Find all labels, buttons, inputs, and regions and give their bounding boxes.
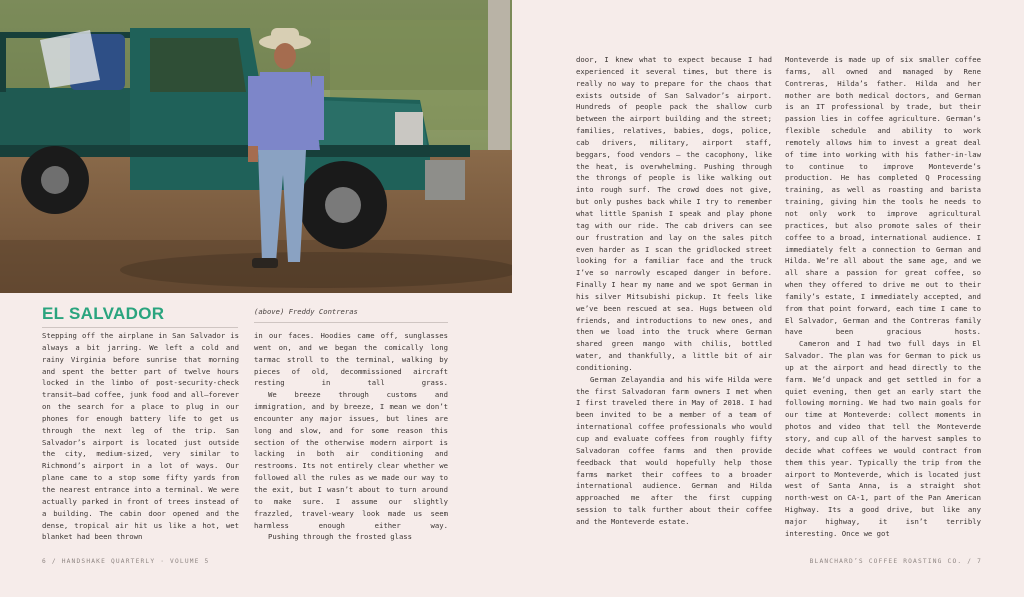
paragraph: We breeze through customs and immigration, and by breeze, I mean we don’t encounter any major issues, but lines are long and slow, and for some reason this section of the otherwise modern airport is lacking in both air conditioning and restrooms. Its not entirely clear whether we followed all the rules as we made our way to the exit, but I wasn’t about to turn around to make sure. I assume our slightly frazzled, travel-weary look made us seem harmless enough either way. [254, 390, 448, 530]
caption-divider [254, 322, 448, 323]
section-title: EL SALVADOR [42, 304, 165, 323]
photo-caption: (above) Freddy Contreras [254, 307, 358, 316]
cover-photo-farmer-with-truck [0, 0, 512, 293]
paragraph: door, I knew what to expect because I had experienced it several times, but there is really no way to prepare for the chaos that exists outside of San Salvador’s airport. Hundreds of people pack the shallow curb between the airport building and the street; families, relatives, babies, dogs, police, cab drivers, military, airport staff, beggars, food vendors — the cacophony, like the heat, is overwhelming. Pushing through the throngs of people is like walking out into rough surf. The crowd does not give, but only pushes back while I try to remember what little Spanish I speak and play phone tag with our ride. The cab drivers can see our frustration and lay on the sales pitch even harder as I scan the gridlocked street looking for a familiar face and the truck I’ve so narrowly escaped danger in before. Finally I hear my name and we spot German in his silver Mitsubishi pickup. It feels like we’ve been rescued at sea. Hugs between old friends, and introductions to new ones, and then we load into the truck where German shared green mango with chilis, bottled water, and thankfully, a little bit of air conditioning. [576, 55, 772, 372]
title-divider [42, 327, 238, 328]
paragraph: Cameron and I had two full days in El Salvador. The plan was for German to pick us up at the airport and head directly to the farm. We’d unpack and get settled in for a quiet evening, then get an early start the following morning. We had two main goals for our time at Monteverde: collect moments in photos and video that tell the Monteverde story, and cup all of the harvest samples to decide what coffees we would contract from them this year. Typically the trip from the airport to Monteverde, which is located just west of Santa Anna, is a straight shot north-west on CA-1, part of the Pan American Highway. Its a good drive, but like any major highway, it isn’t terribly interesting. Once we got [785, 339, 981, 538]
paragraph: Pushing through the frosted glass [268, 532, 413, 542]
article-column-1 [42, 330, 239, 543]
article-column-2 [254, 330, 448, 543]
right-page-folio: BLANCHARD’S COFFEE ROASTING CO. / 7 [809, 558, 982, 565]
left-page-folio: 6 / HANDSHAKE QUARTERLY · VOLUME 5 [42, 558, 210, 565]
paragraph: Monteverde is made up of six smaller coffee farms, all owned and managed by Rene Contreras, Hilda’s father. Hilda and her mother are both medical doctors, and German is an IT professional by trade, but their passion lies in coffee agriculture. German’s flexible schedule and ability to work remotely allows him to invest a great deal of time into working with his father-in-law to continue to improve Monteverde’s production. He has completed Q Processing training, as well as roasting and barista training, giving him the tools he needs to not only work to improve agricultural practices, but also promote sales of their coffee to a broad, international audience. I immediately felt a connection to German and Hilda. We’re all about the same age, and we all share a passion for great coffee, so when they offered to drive me out to their family’s estate, I immediately accepted, and from that point forward, each time I came to El Salvador, German and the Contreras family have been gracious hosts. [785, 55, 981, 337]
paragraph: Stepping off the airplane in San Salvador is always a bit jarring. We left a cold and rainy Virginia before sunrise that morning and spent the better part of twelve hours locked in the limbo of post-security-check transit—bad coffee, junk food and all—forever on the search for a place to plug in our phones for enough battery life to get us through the next leg of the trip. San Salvador’s airport is located just outside the city, medium-sized, very similar to Richmond’s airport in a lot of ways. Our plane came to a stop some fifty yards from the nearest entrance into a terminal. We were actually parked in front of trees instead of a building. The cabin door opened and the dense, tropical air hit us like a hot, wet blanket had been thrown [42, 331, 239, 542]
article-column-3 [576, 54, 772, 528]
paragraph: German Zelayandia and his wife Hilda were the first Salvadoran farm owners I met when I first traveled there in May of 2018. I had been invited to be a member of a team of international coffee professionals who would cup and evaluate coffees from roughly fifty Salvadoran coffee farms and then provide feedback that would hopefully help those farms market their coffees to a broader international audience. German and Hilda approached me after the first cupping session to talk further about their coffee and the Monteverde estate. [576, 374, 772, 526]
paragraph: in our faces. Hoodies came off, sunglasses went on, and we began the comically long tarmac stroll to the terminal, walking by pieces of old, decommissioned aircraft resting in tall grass. [254, 331, 448, 388]
article-column-4 [785, 54, 981, 540]
